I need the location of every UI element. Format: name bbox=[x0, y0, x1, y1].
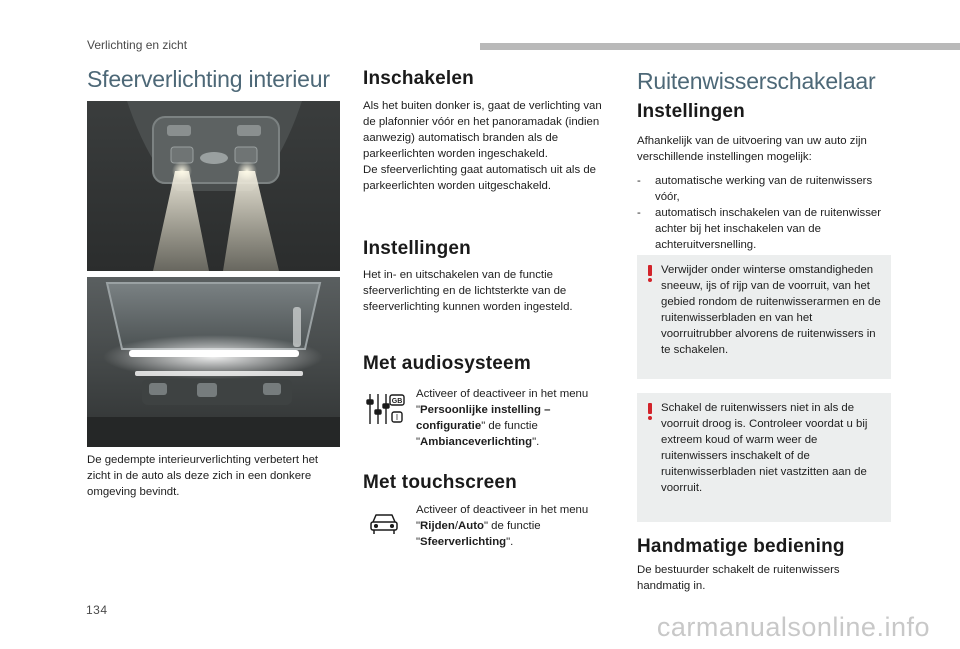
car-icon bbox=[368, 512, 400, 536]
warning-icon bbox=[647, 403, 653, 419]
heading-touchscreen: Met touchscreen bbox=[363, 472, 517, 493]
warning-icon bbox=[647, 265, 653, 281]
watermark: carmanualsonline.info bbox=[656, 612, 930, 642]
text-touchscreen: Activeer of deactiveer in het menu "Rijden/Auto" de functie "Sfeerverlichting". bbox=[416, 504, 589, 548]
section-header-label: Verlichting en zicht bbox=[87, 38, 188, 52]
photo-front-ceiling-light bbox=[87, 101, 340, 271]
text-audio-system: Activeer of deactiveer in het menu "Persoonlijke instelling – configuratie" de functie "Ambianceverlichting". bbox=[416, 388, 589, 448]
text-wiper-intro: Afhankelijk van de uitvoering van uw auto zijn verschillende instellingen mogelijk: bbox=[637, 135, 867, 163]
photo-panoramic-roof-light bbox=[87, 277, 340, 447]
list-item: - automatisch inschakelen van de ruitenwisser achter bij het inschakelen van de achteruitversnelling. bbox=[637, 207, 882, 251]
text-inschakelen-1: Als het buiten donker is, gaat de verlichting van de plafonnier vóór en het panoramadak (indien aanwezig) automatisch branden als de parkeerlichten worden ingeschakeld. bbox=[363, 100, 602, 160]
text-instellingen-ambient: Het in- en uitschakelen van de functie sfeerverlichting en de lichtsterkte van de sfeerverlichting kunnen worden ingesteld. bbox=[363, 269, 573, 313]
heading-instellingen-ambient: Instellingen bbox=[363, 238, 471, 259]
text-manual-operation: De bestuurder schakelt de ruitenwissers handmatig in. bbox=[637, 564, 840, 592]
header-bar bbox=[480, 43, 960, 50]
audio-settings-icon bbox=[365, 392, 405, 426]
audio-badge-label: GB bbox=[391, 398, 403, 405]
title-wiper-control: Ruitenwisserschakelaar bbox=[637, 68, 876, 94]
heading-instellingen-wipers: Instellingen bbox=[637, 101, 745, 122]
page-number: 134 bbox=[86, 603, 108, 617]
list-item: - automatische werking van de ruitenwissers vóór, bbox=[637, 175, 873, 203]
title-ambient-lighting: Sfeerverlichting interieur bbox=[87, 66, 330, 92]
svg-text:I: I bbox=[395, 413, 399, 422]
warning-text-winter: Verwijder onder winterse omstandigheden sneeuw, ijs of rijp van de voorruit, van het gebied rondom de ruitenwisserarmen en de ruitenwisserbladen en van het voorruitrubber alvorens de ruitenwissers in te schakelen. bbox=[661, 264, 881, 356]
text-inschakelen-2: De sfeerverlichting gaat automatisch uit als de parkeerlichten worden uitgeschakeld. bbox=[363, 164, 596, 192]
warning-box-winter bbox=[637, 255, 891, 379]
heading-manual-operation: Handmatige bediening bbox=[637, 536, 845, 557]
warning-box-dry bbox=[637, 393, 891, 522]
heading-audio-system: Met audiosysteem bbox=[363, 353, 531, 374]
heading-inschakelen: Inschakelen bbox=[363, 68, 474, 89]
warning-text-dry: Schakel de ruitenwissers niet in als de voorruit droog is. Controleer voordat u bij extreem koud of warm weer de ruitenwissers inschakelt of de ruitenwisserbladen niet vastzitten aan de voorruit. bbox=[661, 402, 868, 494]
caption-ambient-lighting: De gedempte interieurverlichting verbetert het zicht in de auto als deze zich in een donkere omgeving bevindt. bbox=[87, 454, 319, 498]
wiper-settings-list bbox=[637, 173, 889, 253]
